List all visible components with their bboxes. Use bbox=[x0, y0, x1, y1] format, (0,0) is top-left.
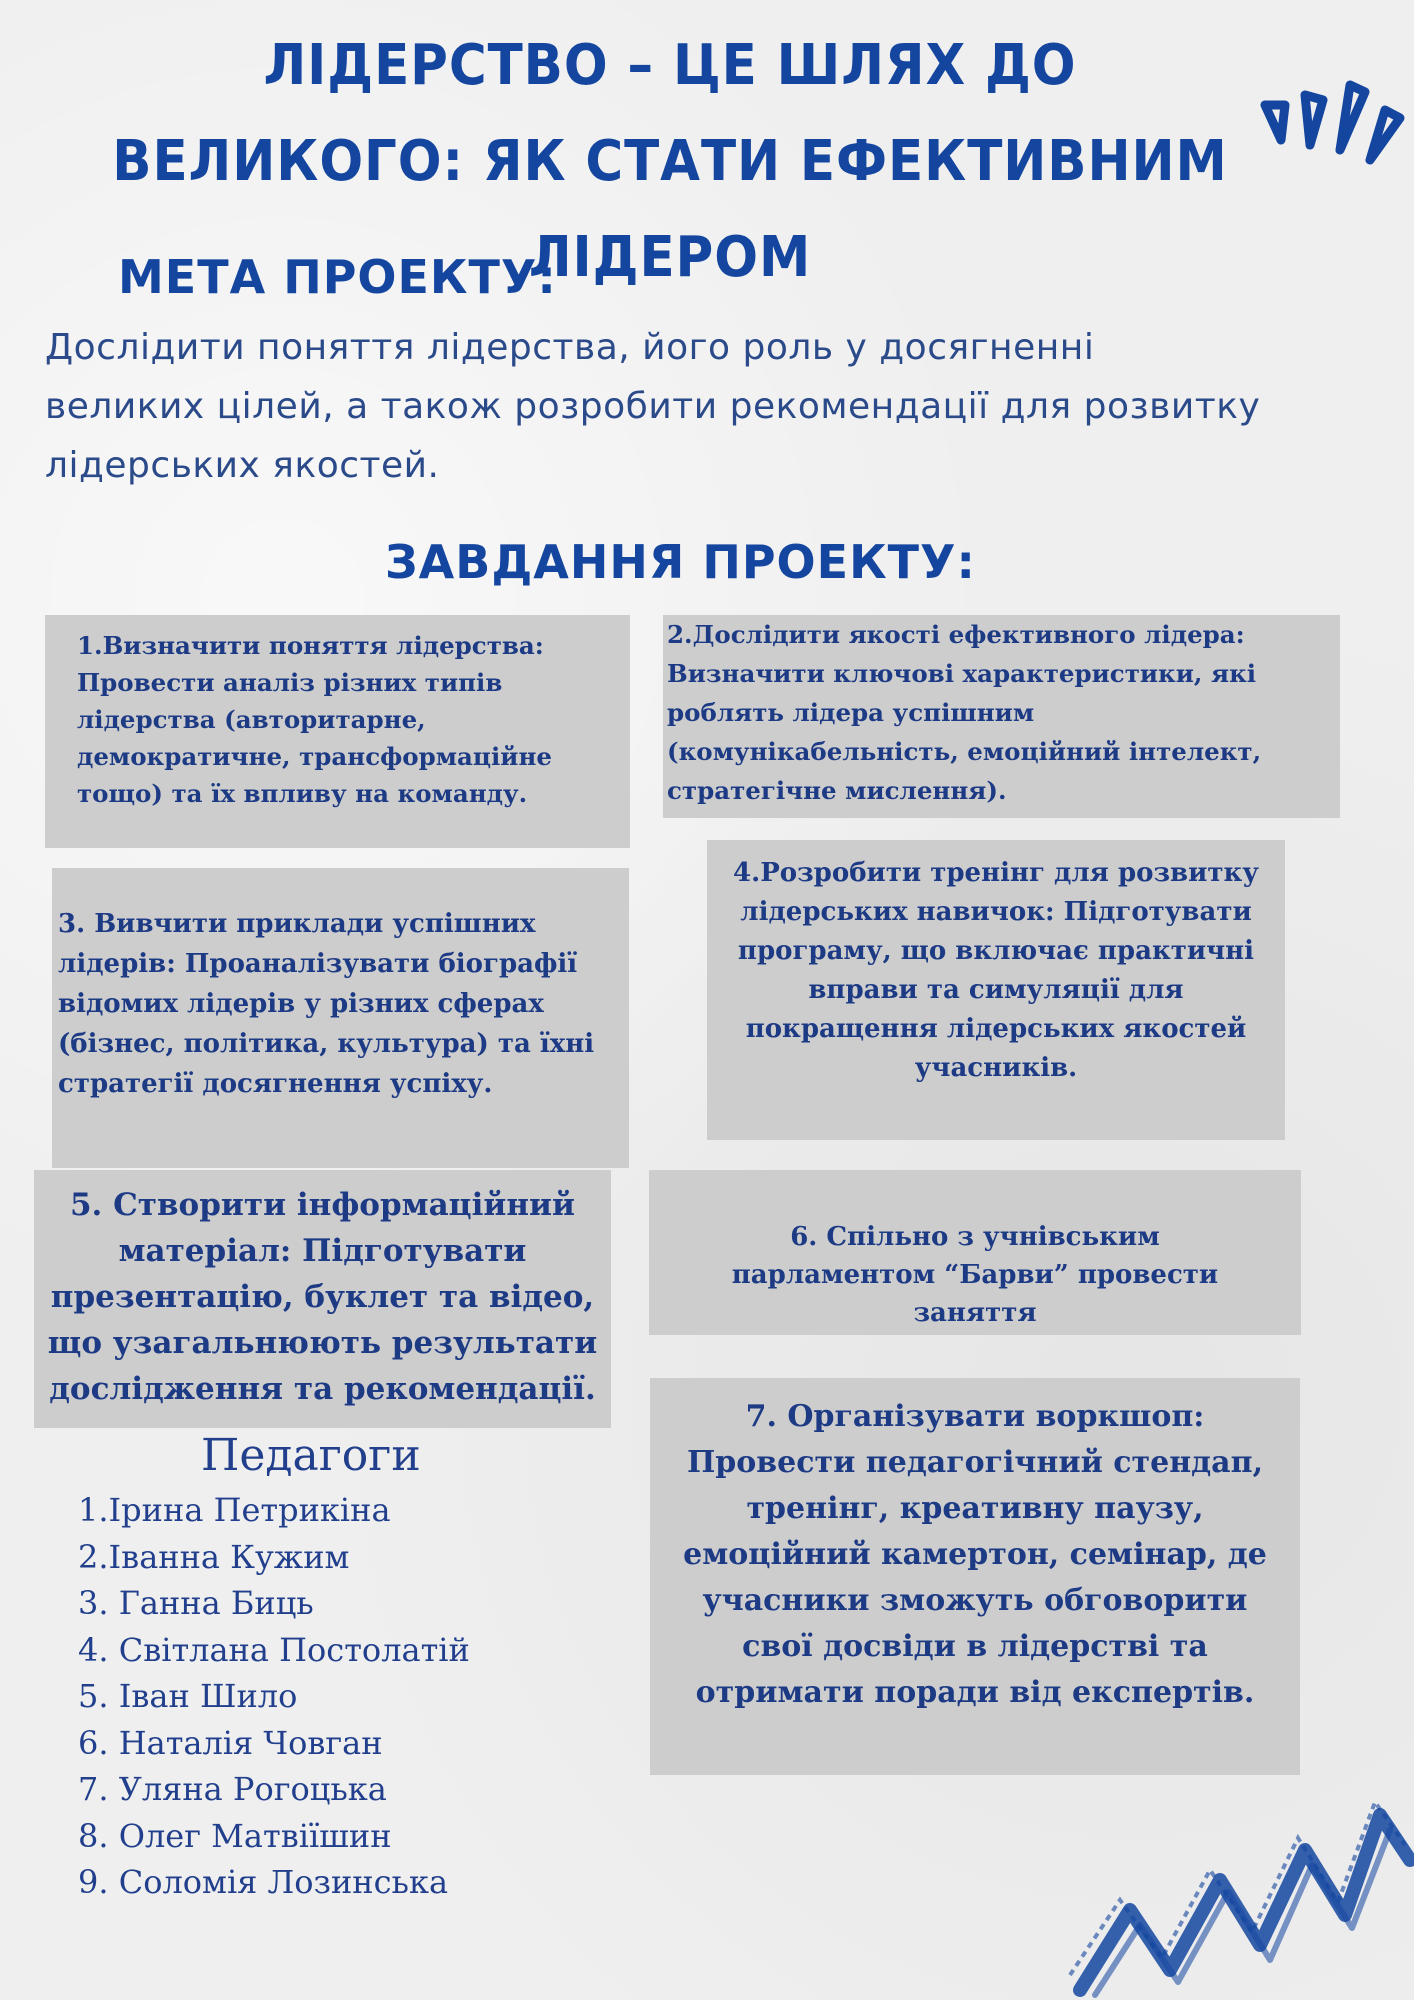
teacher-item: 5. Іван Шило bbox=[78, 1677, 298, 1715]
task-text-6: 6. Спільно з учнівським парламентом “Барви” провести заняття bbox=[731, 1222, 1219, 1328]
task-box-2 bbox=[663, 615, 1340, 818]
teachers-section bbox=[78, 1430, 638, 1906]
zigzag-decoration-icon bbox=[1060, 1720, 1414, 2000]
task-text-3: 3. Вивчити приклади успішних лідерів: Проаналізувати біографії відомих лідерів у різних сферах (бізнес, політика, культура) та їхні стратегії досягнення успіху. bbox=[58, 909, 595, 1099]
teacher-item: 9. Соломія Лозинська bbox=[78, 1863, 449, 1901]
task-text-2: 2.Дослідити якості ефективного лідера: Визначити ключові характеристики, які роблять лідера успішним (комунікабельність, емоційний інтелект, стратегічне мислення). bbox=[667, 620, 1262, 805]
teacher-item: 4. Світлана Постолатій bbox=[78, 1630, 470, 1669]
task-box-4 bbox=[707, 840, 1285, 1140]
task-text-4: 4.Розробити тренінг для розвитку лідерських навичок: Підготувати програму, що включає практичні вправи та симуляції для покращення лідерських якостей учасників. bbox=[733, 858, 1259, 1083]
burst-decoration-icon bbox=[1255, 70, 1405, 170]
task-text-5: 5. Створити інформаційний матеріал: Підготувати презентацію, буклет та відео, що узагальнюють результати дослідження та рекомендації. bbox=[47, 1187, 598, 1407]
task-text-1: 1.Визначити поняття лідерства: Провести аналіз різних типів лідерства (авторитарне, демократичне, трансформаційне тощо) та їх впливу на команду. bbox=[77, 631, 552, 808]
task-box-3 bbox=[52, 868, 629, 1168]
task-box-7 bbox=[650, 1378, 1300, 1775]
teachers-heading: Педагоги bbox=[201, 1430, 421, 1481]
tasks-heading: ЗАВДАННЯ ПРОЕКТУ: bbox=[385, 535, 976, 589]
teacher-item: 2.Іванна Кужим bbox=[78, 1537, 350, 1576]
task-text-7: 7. Організувати воркшоп: Провести педагогічний стендап, тренінг, креативну паузу, емоційний камертон, семінар, де учасники зможуть обговорити свої досвіди в лідерстві та отримати поради від експертів. bbox=[683, 1399, 1267, 1710]
teacher-item: 6. Наталія Човган bbox=[78, 1723, 383, 1762]
task-box-1 bbox=[45, 615, 630, 848]
teacher-item: 3. Ганна Биць bbox=[78, 1584, 314, 1622]
task-box-6 bbox=[649, 1170, 1301, 1335]
teacher-item: 8. Олег Матвіїшин bbox=[78, 1816, 392, 1855]
teacher-item: 7. Уляна Рогоцька bbox=[78, 1770, 387, 1808]
goal-heading: МЕТА ПРОЕКТУ: bbox=[118, 250, 557, 304]
teacher-item: 1.Ірина Петрикіна bbox=[78, 1491, 391, 1529]
page-title: ЛІДЕРСТВО – ЦЕ ШЛЯХ ДО ВЕЛИКОГО: ЯК СТАТИ ЕФЕКТИВНИМ ЛІДЕРОМ bbox=[112, 33, 1228, 290]
task-box-5 bbox=[34, 1170, 611, 1428]
goal-text: Дослідити поняття лідерства, його роль у досягненні великих цілей, а також розробити рекомендації для розвитку лідерських якостей. bbox=[45, 327, 1261, 486]
